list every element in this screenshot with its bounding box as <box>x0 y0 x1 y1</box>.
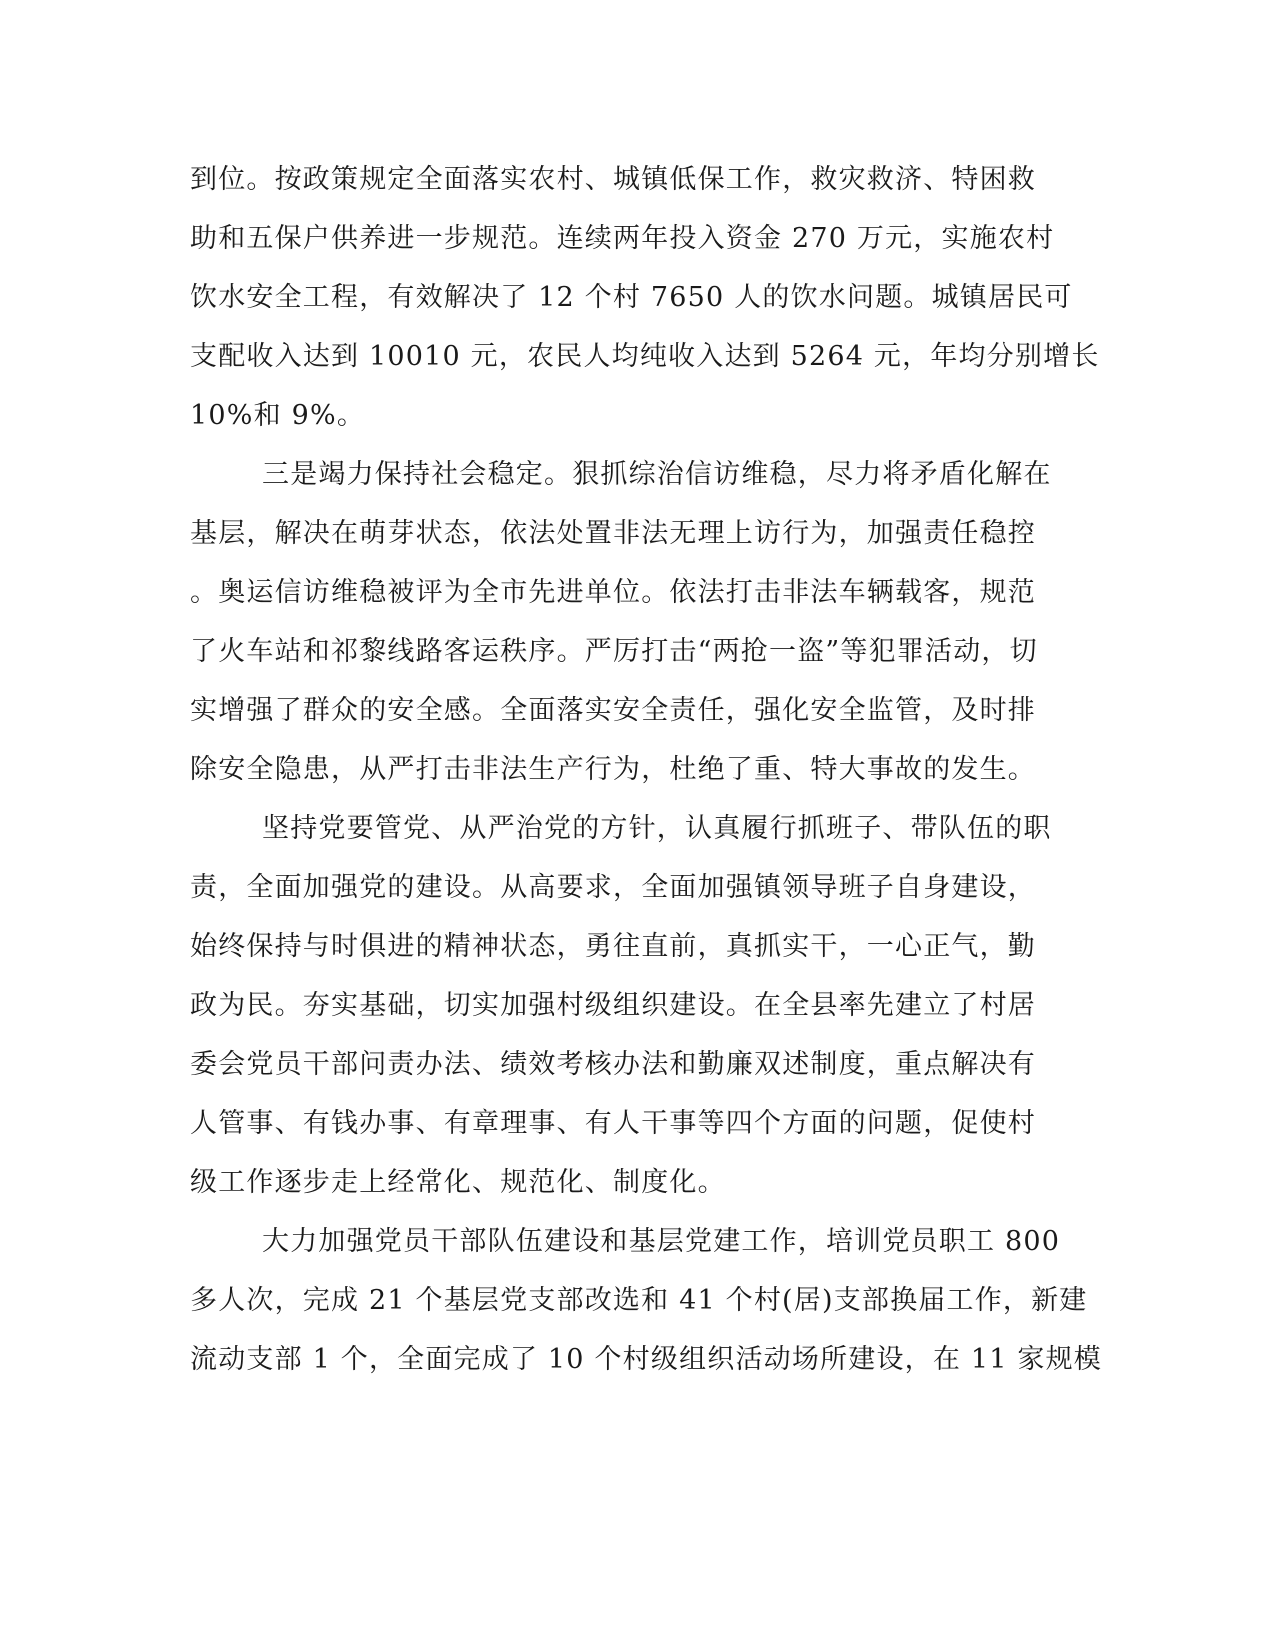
text-line: 。奥运信访维稳被评为全市先进单位。依法打击非法车辆载客，规范 <box>190 577 1036 608</box>
text-line: 人管事、有钱办事、有章理事、有人干事等四个方面的问题，促使村 <box>190 1108 1036 1139</box>
text-line: 基层，解决在萌芽状态，依法处置非法无理上访行为，加强责任稳控 <box>190 518 1036 549</box>
text-line: 责，全面加强党的建设。从高要求，全面加强镇领导班子自身建设， <box>190 872 1036 903</box>
text-line: 支配收入达到 10010 元，农民人均纯收入达到 5264 元，年均分别增长 <box>190 341 1100 372</box>
text-line: 10%和 9%。 <box>190 400 366 431</box>
paragraph-start-line: 三是竭力保持社会稳定。狠抓综治信访维稳，尽力将矛盾化解在 <box>262 459 1052 490</box>
text-line: 始终保持与时俱进的精神状态，勇往直前，真抓实干，一心正气，勤 <box>190 931 1036 962</box>
text-line: 多人次，完成 21 个基层党支部改选和 41 个村(居)支部换届工作，新建 <box>190 1285 1088 1316</box>
text-line: 政为民。夯实基础，切实加强村级组织建设。在全县率先建立了村居 <box>190 990 1036 1021</box>
paragraph-start-line: 坚持党要管党、从严治党的方针，认真履行抓班子、带队伍的职 <box>262 813 1052 844</box>
text-line: 委会党员干部问责办法、绩效考核办法和勤廉双述制度，重点解决有 <box>190 1049 1036 1080</box>
paragraph-start-line: 大力加强党员干部队伍建设和基层党建工作，培训党员职工 800 <box>262 1226 1061 1257</box>
text-line: 实增强了群众的安全感。全面落实安全责任，强化安全监管，及时排 <box>190 695 1036 726</box>
text-line: 到位。按政策规定全面落实农村、城镇低保工作，救灾救济、特困救 <box>190 164 1036 195</box>
text-line: 流动支部 1 个，全面完成了 10 个村级组织活动场所建设，在 11 家规模 <box>190 1344 1102 1375</box>
text-line: 级工作逐步走上经常化、规范化、制度化。 <box>190 1167 726 1198</box>
text-line: 饮水安全工程，有效解决了 12 个村 7650 人的饮水问题。城镇居民可 <box>190 282 1073 313</box>
text-line: 助和五保户供养进一步规范。连续两年投入资金 270 万元，实施农村 <box>190 223 1055 254</box>
text-line: 了火车站和祁黎线路客运秩序。严厉打击“两抢一盗”等犯罪活动，切 <box>190 636 1038 667</box>
text-line: 除安全隐患，从严打击非法生产行为，杜绝了重、特大事故的发生。 <box>190 754 1036 785</box>
